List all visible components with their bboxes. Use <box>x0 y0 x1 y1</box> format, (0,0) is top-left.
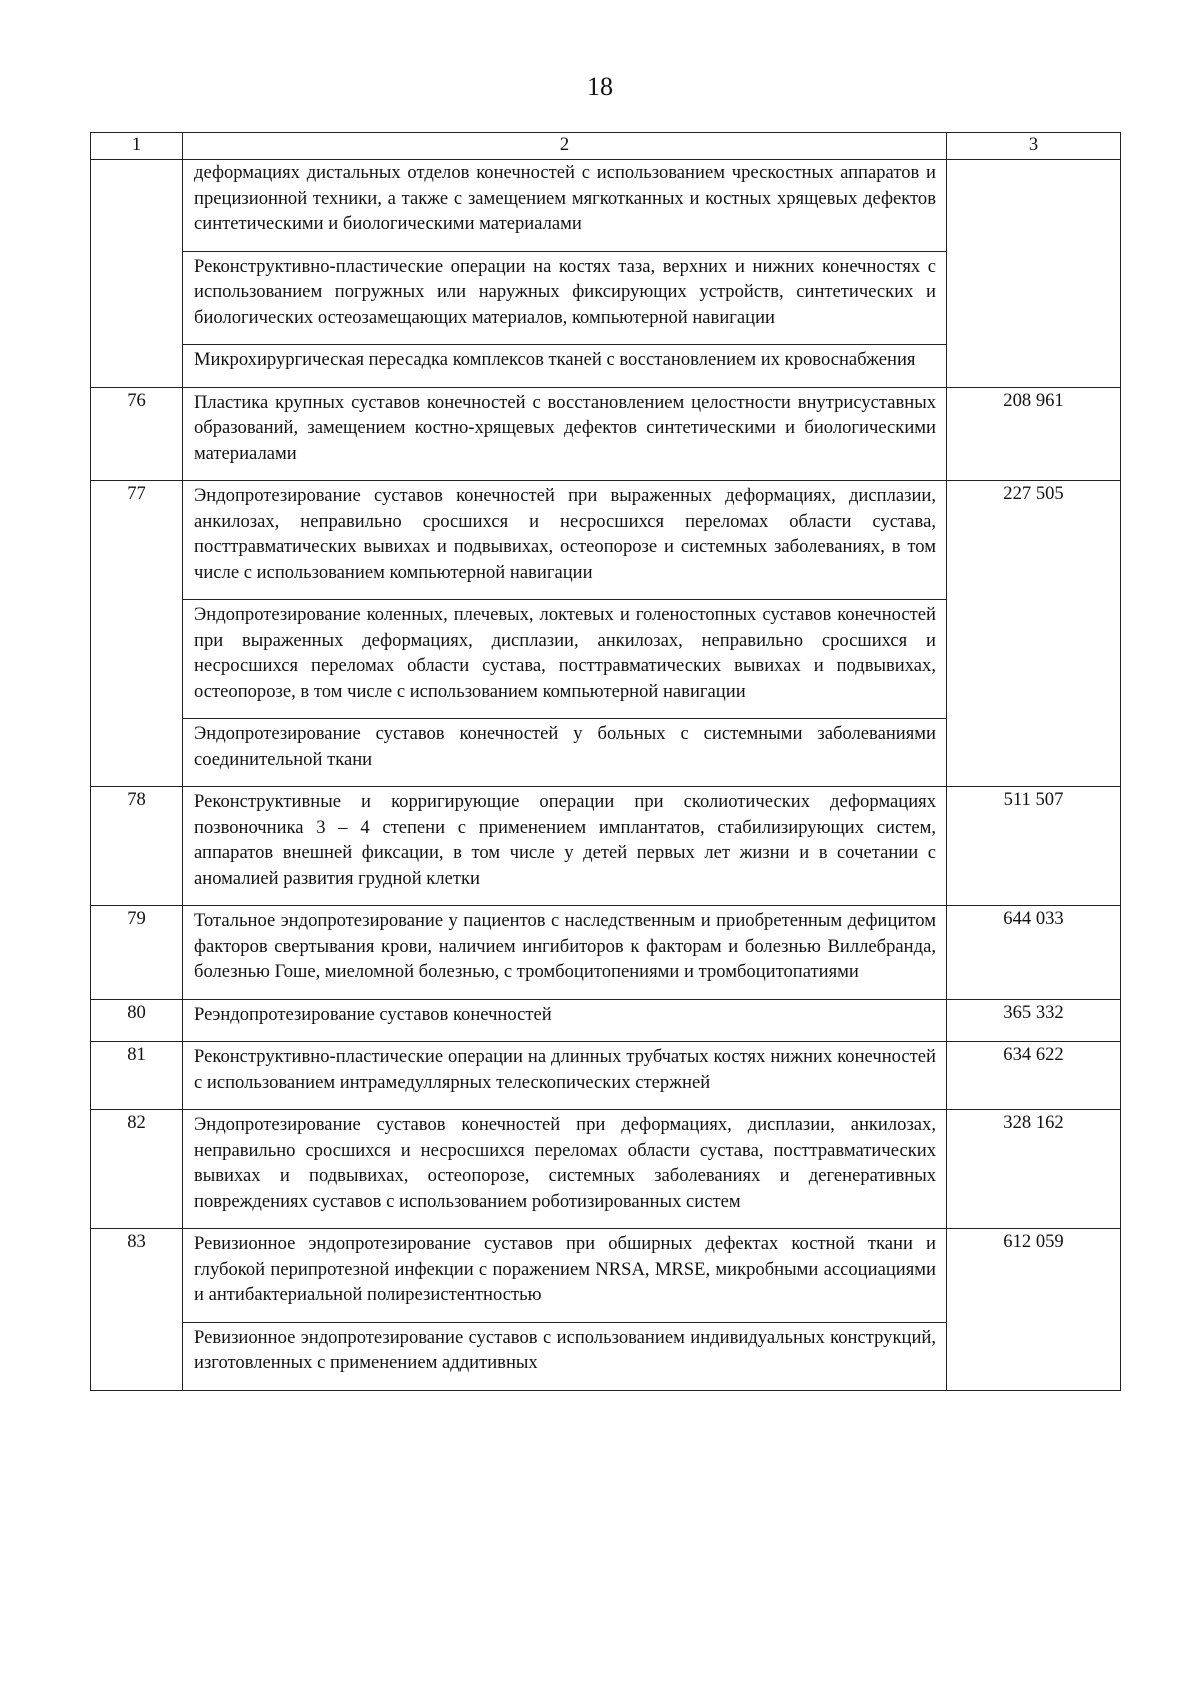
header-col-2: 2 <box>183 133 947 160</box>
procedure-item: деформациях дистальных отделов конечностей с использованием чрескостных аппаратов и прецизионной техники, а также с замещением мягкотканных и костных хрящевых дефектов синтетическими и биологическими материалами <box>194 162 936 234</box>
procedure-item: Реконструктивно-пластические операции на длинных трубчатых костях нижних конечностей с использованием интрамедуллярных телескопических стержней <box>194 1046 936 1093</box>
procedure-item: Эндопротезирование коленных, плечевых, локтевых и голеностопных суставов конечностей при выраженных деформациях, дисплазии, анкилозах, неправильно сросшихся и несросшихся переломах области сустава, посттравматических вывихах и подвывихах, остеопорозе, в том числе с использованием компьютерной навигации <box>183 599 946 718</box>
procedure-item: Пластика крупных суставов конечностей с восстановлением целостности внутрисуставных образований, замещением костно-хрящевых дефектов синтетическими и биологическими материалами <box>194 391 936 464</box>
procedure-item: Реэндопротезирование суставов конечностей <box>194 1003 552 1025</box>
row-number: 77 <box>91 481 183 787</box>
row-price: 612 059 <box>947 1229 1121 1391</box>
procedures-table <box>90 132 1121 1391</box>
table-row <box>91 787 1121 906</box>
procedure-item: Микрохирургическая пересадка комплексов тканей с восстановлением их кровоснабжения <box>183 344 946 387</box>
page-number: 18 <box>587 72 613 101</box>
row-number: 82 <box>91 1110 183 1229</box>
row-price: 634 622 <box>947 1042 1121 1110</box>
row-price: 365 332 <box>947 999 1121 1042</box>
header-col-1: 1 <box>91 133 183 160</box>
row-number: 83 <box>91 1229 183 1391</box>
row-price: 328 162 <box>947 1110 1121 1229</box>
procedure-item: Ревизионное эндопротезирование суставов при обширных дефектах костной ткани и глубокой перипротезной инфекции с поражением NRSA, MRSE, микробными ассоциациями и антибактериальной полирезистентностью <box>194 1233 936 1305</box>
row-number: 81 <box>91 1042 183 1110</box>
row-description <box>183 906 947 1000</box>
table-row <box>91 906 1121 1000</box>
row-price <box>947 160 1121 388</box>
table-body <box>91 133 1121 1391</box>
row-number: 76 <box>91 387 183 481</box>
table-row <box>91 160 1121 388</box>
row-description <box>183 787 947 906</box>
row-description <box>183 1110 947 1229</box>
row-description <box>183 481 947 787</box>
table-row <box>91 1110 1121 1229</box>
row-description <box>183 1229 947 1391</box>
row-number <box>91 160 183 388</box>
table-header-row <box>91 133 1121 160</box>
table-row <box>91 1042 1121 1110</box>
table-row <box>91 481 1121 787</box>
table-row <box>91 1229 1121 1391</box>
row-price: 227 505 <box>947 481 1121 787</box>
procedure-item: Эндопротезирование суставов конечностей при деформациях, дисплазии, анкилозах, неправильно сросшихся и несросшихся переломах области сустава, посттравматических вывихах и подвывихах, остеопорозе, системных заболеваниях и дегенеративных повреждениях суставов с использованием роботизированных систем <box>194 1114 936 1212</box>
row-number: 79 <box>91 906 183 1000</box>
procedure-item: Ревизионное эндопротезирование суставов с использованием индивидуальных конструкций, изготовленных с применением аддитивных <box>183 1322 946 1390</box>
row-price: 208 961 <box>947 387 1121 481</box>
procedure-item: Тотальное эндопротезирование у пациентов с наследственным и приобретенным дефицитом факторов свертывания крови, наличием ингибиторов к факторам и болезнью Виллебранда, болезнью Гоше, миеломной болезнью, с тромбоцитопениями и тромбоцитопатиями <box>194 910 936 982</box>
row-description <box>183 1042 947 1110</box>
row-price: 511 507 <box>947 787 1121 906</box>
header-col-3: 3 <box>947 133 1121 160</box>
row-number: 78 <box>91 787 183 906</box>
row-description <box>183 999 947 1042</box>
table-row <box>91 999 1121 1042</box>
procedure-item: Эндопротезирование суставов конечностей у больных с системными заболеваниями соединительной ткани <box>183 718 946 786</box>
procedure-item: Реконструктивные и корригирующие операции при сколиотических деформациях позвоночника 3 – 4 степени с применением имплантатов, стабилизирующих систем, аппаратов внешней фиксации, в том числе у детей первых лет жизни и в сочетании с аномалией развития грудной клетки <box>194 791 936 889</box>
row-description <box>183 160 947 388</box>
row-number: 80 <box>91 999 183 1042</box>
row-price: 644 033 <box>947 906 1121 1000</box>
procedure-item: Реконструктивно-пластические операции на костях таза, верхних и нижних конечностях с использованием погружных или наружных фиксирующих устройств, синтетических и биологических остеозамещающих материалов, компьютерной навигации <box>183 251 946 345</box>
row-description <box>183 387 947 481</box>
procedure-item: Эндопротезирование суставов конечностей при выраженных деформациях, дисплазии, анкилозах, неправильно сросшихся и несросшихся переломах области сустава, посттравматических вывихах и подвывихах, остеопорозе и системных заболеваниях, в том числе с использованием компьютерной навигации <box>194 485 936 583</box>
table-row <box>91 387 1121 481</box>
